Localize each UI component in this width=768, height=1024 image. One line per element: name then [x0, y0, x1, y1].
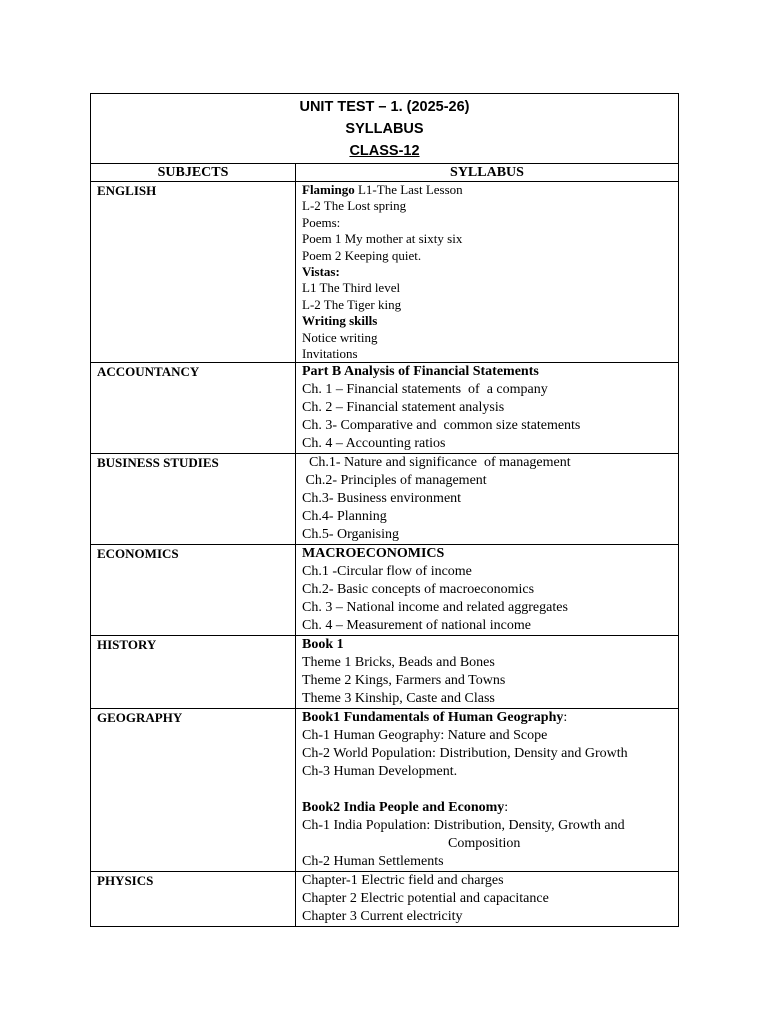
- subject-name: BUSINESS STUDIES: [97, 455, 219, 471]
- syllabus-line-text: Chapter 2 Electric potential and capacitance: [302, 891, 549, 907]
- syllabus-line: [302, 654, 678, 672]
- syllabus-line: [302, 817, 678, 835]
- syllabus-line-text: Ch.1- Nature and significance of management: [302, 455, 571, 471]
- syllabus-line: [302, 363, 678, 381]
- syllabus-line-bold: Part B Analysis of Financial Statements: [302, 364, 539, 380]
- subject-cell: [91, 872, 296, 926]
- syllabus-line: [302, 545, 678, 563]
- syllabus-line: [302, 890, 678, 908]
- syllabus-cell: [296, 872, 678, 926]
- syllabus-line: [302, 399, 678, 417]
- subject-name: ENGLISH: [97, 183, 157, 198]
- syllabus-heading: SYLLABUS: [345, 121, 424, 137]
- syllabus-line: [302, 526, 678, 544]
- syllabus-line: [302, 727, 678, 745]
- syllabus-document: [90, 93, 679, 927]
- syllabus-line: [302, 508, 678, 526]
- syllabus-line-text: Poem 1 My mother at sixty six: [302, 231, 463, 247]
- syllabus-line: [302, 872, 678, 890]
- syllabus-line-bold: Writing skills: [302, 313, 378, 329]
- syllabus-line-bold: Book2 India People and Economy: [302, 800, 505, 816]
- syllabus-line-text: Ch. 4 – Measurement of national income: [302, 618, 531, 634]
- syllabus-line: [302, 454, 678, 472]
- syllabus-line-text: Ch.5- Organising: [302, 527, 399, 543]
- subjects-column-header: SUBJECTS: [91, 164, 296, 181]
- syllabus-line-text: L-2 The Lost spring: [302, 198, 407, 214]
- syllabus-line: [302, 581, 678, 599]
- syllabus-line: [302, 297, 678, 313]
- subject-name: GEOGRAPHY: [97, 710, 183, 726]
- syllabus-line-bold: Book1 Fundamentals of Human Geography: [302, 710, 564, 726]
- subject-name: ECONOMICS: [97, 546, 179, 562]
- syllabus-line-text: Ch.2- Principles of management: [302, 473, 487, 489]
- table-row: [91, 872, 678, 926]
- syllabus-line-text: Ch. 2 – Financial statement analysis: [302, 400, 505, 416]
- syllabus-line: [302, 835, 678, 853]
- syllabus-line-text: Ch-2 Human Settlements: [302, 854, 444, 870]
- syllabus-line-text: Ch.3- Business environment: [302, 491, 462, 507]
- syllabus-line: [302, 490, 678, 508]
- syllabus-line-text: Composition: [448, 836, 521, 852]
- syllabus-line: [302, 690, 678, 708]
- syllabus-line: [302, 745, 678, 763]
- syllabus-line-bold: MACROECONOMICS: [302, 546, 445, 562]
- class-heading: CLASS-12: [349, 143, 420, 159]
- syllabus-table-body: [91, 182, 678, 926]
- syllabus-line: [302, 231, 678, 247]
- syllabus-line-text: Poem 2 Keeping quiet.: [302, 247, 422, 263]
- subject-cell: [91, 709, 296, 871]
- syllabus-line: [302, 330, 678, 346]
- syllabus-line-text: L-2 The Tiger king: [302, 296, 402, 312]
- syllabus-line-text: Chapter-1 Electric field and charges: [302, 873, 504, 889]
- syllabus-line-text: Theme 2 Kings, Farmers and Towns: [302, 673, 506, 689]
- syllabus-line: [302, 563, 678, 581]
- subject-cell: [91, 363, 296, 453]
- syllabus-cell: [296, 182, 678, 362]
- syllabus-cell: [296, 363, 678, 453]
- subject-name: HISTORY: [97, 637, 157, 653]
- table-row: [91, 454, 678, 545]
- syllabus-line-text: :: [563, 710, 568, 726]
- syllabus-line-text: Ch.2- Basic concepts of macroeconomics: [302, 582, 535, 598]
- table-row: [91, 636, 678, 709]
- syllabus-line-text: :: [504, 800, 509, 816]
- syllabus-line: [302, 264, 678, 280]
- syllabus-line: [302, 182, 678, 198]
- syllabus-line-bold: Flamingo: [302, 182, 355, 197]
- syllabus-line-text: Ch-2 World Population: Distribution, Density and Growth: [302, 746, 628, 762]
- syllabus-line: [302, 215, 678, 231]
- syllabus-line: [302, 248, 678, 264]
- syllabus-line-text: Ch.4- Planning: [302, 509, 387, 525]
- syllabus-line: [302, 908, 678, 926]
- subject-cell: [91, 545, 296, 635]
- syllabus-line: [302, 636, 678, 654]
- syllabus-line: [302, 198, 678, 214]
- syllabus-line-text: Ch.1 -Circular flow of income: [302, 564, 472, 580]
- syllabus-line-text: Theme 1 Bricks, Beads and Bones: [302, 655, 495, 671]
- table-header-row: [91, 164, 678, 182]
- syllabus-line-bold: Vistas:: [302, 263, 340, 279]
- syllabus-line-text: Ch. 4 – Accounting ratios: [302, 436, 446, 452]
- subject-cell: [91, 182, 296, 362]
- syllabus-line-text: Poems:: [302, 214, 341, 230]
- syllabus-cell: [296, 545, 678, 635]
- syllabus-line: [302, 435, 678, 453]
- subject-name: ACCOUNTANCY: [97, 364, 200, 380]
- syllabus-line: [302, 617, 678, 635]
- subject-cell: [91, 454, 296, 544]
- syllabus-line-text: Ch-3 Human Development.: [302, 764, 458, 780]
- table-row: [91, 545, 678, 636]
- syllabus-line: [302, 672, 678, 690]
- syllabus-line: [302, 381, 678, 399]
- document-title-block: [91, 94, 678, 164]
- syllabus-column-header: SYLLABUS: [450, 165, 524, 180]
- syllabus-cell: [296, 636, 678, 708]
- syllabus-line: [302, 313, 678, 329]
- syllabus-line-text: L1-The Last Lesson: [354, 182, 463, 197]
- syllabus-line: [302, 346, 678, 362]
- test-title: UNIT TEST – 1. (2025-26): [299, 99, 470, 115]
- syllabus-line-text: Invitations: [302, 345, 358, 361]
- table-row: [91, 363, 678, 454]
- syllabus-line-text: L1 The Third level: [302, 280, 401, 296]
- syllabus-line: [302, 781, 678, 799]
- syllabus-line-bold: Book 1: [302, 637, 344, 653]
- syllabus-line: [302, 799, 678, 817]
- syllabus-line: [302, 280, 678, 296]
- syllabus-line: [302, 472, 678, 490]
- syllabus-line: [302, 417, 678, 435]
- syllabus-line-text: Ch-1 Human Geography: Nature and Scope: [302, 728, 548, 744]
- table-row: [91, 182, 678, 363]
- syllabus-line-text: Ch-1 India Population: Distribution, Density, Growth and: [302, 818, 625, 834]
- syllabus-line: [302, 709, 678, 727]
- syllabus-line: [302, 763, 678, 781]
- syllabus-line-text: Ch. 3- Comparative and common size statements: [302, 418, 581, 434]
- subject-cell: [91, 636, 296, 708]
- syllabus-line-text: Ch. 3 – National income and related aggregates: [302, 600, 568, 616]
- subject-name: PHYSICS: [97, 873, 154, 889]
- syllabus-line-text: Chapter 3 Current electricity: [302, 909, 463, 925]
- syllabus-line: [302, 599, 678, 617]
- syllabus-line-text: Theme 3 Kinship, Caste and Class: [302, 691, 495, 707]
- syllabus-line-text: Notice writing: [302, 329, 378, 345]
- syllabus-cell: [296, 454, 678, 544]
- syllabus-line: [302, 853, 678, 871]
- syllabus-cell: [296, 709, 678, 871]
- syllabus-line-text: Ch. 1 – Financial statements of a company: [302, 382, 548, 398]
- table-row: [91, 709, 678, 872]
